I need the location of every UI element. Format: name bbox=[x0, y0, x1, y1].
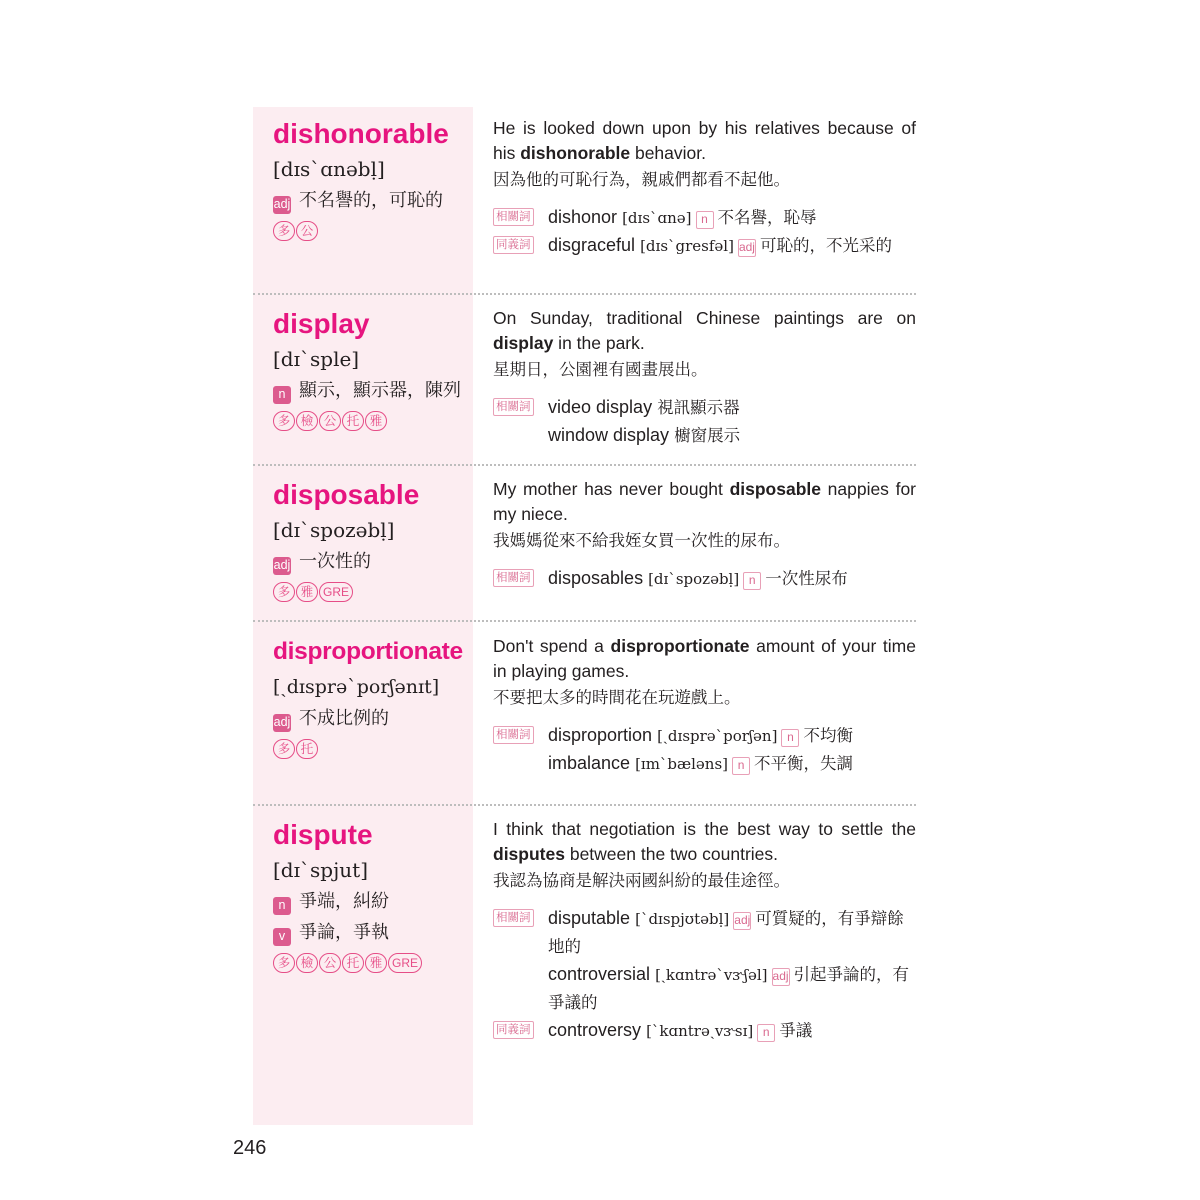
related-word: imbalance [ɪmˋbæləns] n 不平衡，失調 bbox=[548, 753, 854, 773]
related-word: 相關詞 dishonor [dɪsˋɑnə] n 不名譽，恥辱 bbox=[493, 204, 916, 232]
exam-tag: 雅 bbox=[296, 582, 318, 602]
sense bbox=[273, 886, 473, 916]
pronunciation: [dɪˋspozəbḷ] bbox=[273, 518, 395, 542]
headword: disproportionate bbox=[273, 638, 463, 665]
related-label: 同義詞 bbox=[493, 236, 534, 254]
pos-badge: n bbox=[781, 729, 799, 747]
pos-badge: n bbox=[757, 1024, 775, 1042]
example-translation: 不要把太多的時間花在玩遊戲上。 bbox=[493, 689, 741, 707]
example-translation: 我媽媽從來不給我姪女買一次性的尿布。 bbox=[493, 532, 790, 550]
example-translation: 星期日，公園裡有國畫展出。 bbox=[493, 361, 708, 379]
example-translation: 我認為協商是解決兩國糾紛的最佳途徑。 bbox=[493, 872, 790, 890]
exam-tag: 雅 bbox=[365, 953, 387, 973]
meaning: 爭論，爭執 bbox=[299, 922, 389, 942]
related-word: 相關詞 disputable [ˋdɪspjʊtəbḷ] adj 可質疑的，有爭辯餘地的 bbox=[493, 905, 916, 961]
related-label: 相關詞 bbox=[493, 398, 534, 416]
exam-tag: 雅 bbox=[365, 411, 387, 431]
sense bbox=[273, 917, 473, 947]
pos-badge: n bbox=[273, 386, 291, 404]
meaning: 爭端，糾紛 bbox=[299, 891, 389, 911]
headword: dishonorable bbox=[273, 118, 449, 149]
sense bbox=[273, 185, 473, 215]
pos-badge: adj bbox=[738, 239, 756, 257]
example-translation: 因為他的可恥行為，親戚們都看不起他。 bbox=[493, 171, 790, 189]
pos-badge: n bbox=[732, 757, 750, 775]
related-label: 同義詞 bbox=[493, 1021, 534, 1039]
exam-tag: 托 bbox=[342, 411, 364, 431]
related-word: 同義詞 disgraceful [dɪsˋgresfəl] adj 可恥的，不光采的 bbox=[493, 232, 916, 260]
divider bbox=[253, 620, 916, 622]
pos-badge: adj bbox=[772, 968, 790, 986]
pronunciation: [dɪˋspjut] bbox=[273, 858, 368, 882]
exam-tags bbox=[273, 951, 473, 975]
exam-tag: 多 bbox=[273, 221, 295, 241]
exam-tag: 多 bbox=[273, 411, 295, 431]
exam-tag: 托 bbox=[296, 739, 318, 759]
pronunciation: [dɪsˋɑnəbḷ] bbox=[273, 157, 385, 181]
related-word: 相關詞 disposables [dɪˋspozəbḷ] n 一次性尿布 bbox=[493, 565, 916, 593]
page-number: 246 bbox=[233, 1137, 267, 1159]
related-label: 相關詞 bbox=[493, 726, 534, 744]
pos-badge: adj bbox=[273, 714, 291, 732]
pos-badge: n bbox=[743, 572, 761, 590]
exam-tag: 公 bbox=[319, 953, 341, 973]
sense bbox=[273, 703, 473, 733]
pronunciation: [ˏdɪsprəˋporʃənɪt] bbox=[273, 676, 440, 698]
exam-tag: 多 bbox=[273, 739, 295, 759]
related-label: 相關詞 bbox=[493, 909, 534, 927]
headword: dispute bbox=[273, 819, 373, 850]
pos-badge: adj bbox=[273, 557, 291, 575]
exam-tag: GRE bbox=[388, 953, 422, 973]
related-label: 相關詞 bbox=[493, 569, 534, 587]
divider bbox=[253, 464, 916, 466]
pos-badge: n bbox=[273, 897, 291, 915]
example-sentence: My mother has never bought disposable nappies for my niece. bbox=[493, 479, 917, 524]
example-sentence: I think that negotiation is the best way to settle the disputes between the two countries. bbox=[493, 819, 916, 864]
example-sentence: On Sunday, traditional Chinese paintings are on display in the park. bbox=[493, 308, 916, 353]
meaning: 一次性的 bbox=[299, 551, 371, 571]
related-word: 相關詞 disproportion [ˏdɪsprəˋporʃən] n 不均衡 bbox=[493, 722, 916, 750]
related-word: 同義詞 controversy [ˋkɑntrəˏvɝsɪ] n 爭議 bbox=[493, 1017, 916, 1045]
pos-badge: v bbox=[273, 928, 291, 946]
exam-tag: 檢 bbox=[296, 953, 318, 973]
sense bbox=[273, 546, 473, 576]
exam-tags bbox=[273, 580, 473, 604]
pos-badge: adj bbox=[733, 912, 751, 930]
meaning: 不名譽的，可恥的 bbox=[299, 190, 443, 210]
exam-tag: 多 bbox=[273, 953, 295, 973]
related-word: 相關詞 video display 視訊顯示器 bbox=[493, 394, 916, 422]
divider bbox=[253, 804, 916, 806]
meaning: 不成比例的 bbox=[299, 708, 389, 728]
exam-tag: 公 bbox=[296, 221, 318, 241]
related-label: 相關詞 bbox=[493, 208, 534, 226]
exam-tags bbox=[273, 219, 473, 243]
headword: disposable bbox=[273, 479, 420, 510]
exam-tags bbox=[273, 737, 473, 761]
pronunciation: [dɪˋsple] bbox=[273, 347, 360, 371]
exam-tag: GRE bbox=[319, 582, 353, 602]
example-sentence: He is looked down upon by his relatives because of his dishonorable behavior. bbox=[493, 118, 916, 163]
related-word: window display 櫥窗展示 bbox=[548, 425, 741, 445]
example-sentence: Don't spend a disproportionate amount of your time in playing games. bbox=[493, 636, 916, 681]
related-word: controversial [ˏkɑntrəˋvɝʃəl] adj 引起爭論的，有爭議的 bbox=[548, 964, 910, 1012]
exam-tag: 多 bbox=[273, 582, 295, 602]
pos-badge: n bbox=[696, 211, 714, 229]
exam-tag: 托 bbox=[342, 953, 364, 973]
exam-tags bbox=[273, 409, 473, 433]
exam-tag: 檢 bbox=[296, 411, 318, 431]
divider bbox=[253, 293, 916, 295]
meaning: 顯示，顯示器，陳列 bbox=[299, 380, 461, 400]
headword: display bbox=[273, 308, 370, 339]
pos-badge: adj bbox=[273, 196, 291, 214]
sense bbox=[273, 375, 473, 405]
exam-tag: 公 bbox=[319, 411, 341, 431]
